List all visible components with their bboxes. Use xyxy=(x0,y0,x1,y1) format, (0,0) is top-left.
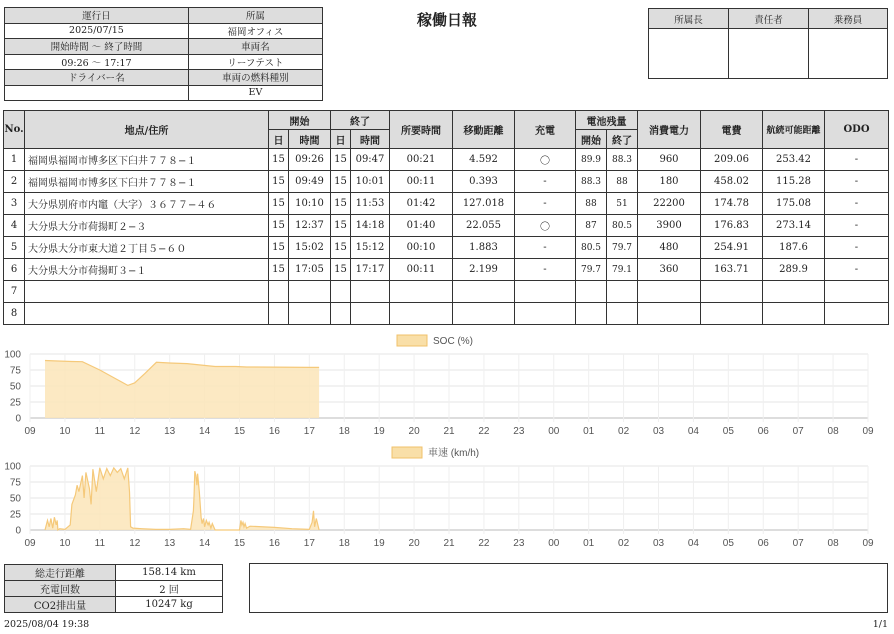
trip-table xyxy=(3,110,889,325)
row-battery-start: 80.5 xyxy=(576,237,607,259)
x-tick-label: 01 xyxy=(583,538,595,549)
driver-value xyxy=(5,85,189,101)
row-odo: - xyxy=(825,215,889,237)
row-odo xyxy=(825,281,889,303)
y-tick-label: 25 xyxy=(9,509,21,521)
x-tick-label: 09 xyxy=(24,426,36,437)
col-battery-end: 終了 xyxy=(607,130,638,149)
row-address: 大分県別府市内竈（大字）３６７７−４６ xyxy=(25,193,269,215)
row-charge: 〇 xyxy=(515,215,576,237)
row-end-day: 15 xyxy=(331,237,351,259)
row-power: 360 xyxy=(638,259,701,281)
x-tick-label: 03 xyxy=(652,538,665,549)
y-tick-label: 50 xyxy=(9,493,21,505)
row-start-day: 15 xyxy=(269,171,289,193)
row-battery-end xyxy=(607,281,638,303)
row-duration: 00:11 xyxy=(390,171,453,193)
row-odo: - xyxy=(825,149,889,171)
row-power: 22200 xyxy=(638,193,701,215)
x-tick-label: 07 xyxy=(792,426,804,437)
y-tick-label: 0 xyxy=(15,413,21,425)
row-range: 273.14 xyxy=(763,215,825,237)
y-tick-label: 100 xyxy=(4,349,21,361)
row-distance: 127.018 xyxy=(453,193,515,215)
x-tick-label: 22 xyxy=(478,426,490,437)
approval-header-crew: 乗務員 xyxy=(809,9,888,29)
row-address: 大分県大分市荷揚町２−３ xyxy=(25,215,269,237)
y-tick-label: 100 xyxy=(4,461,21,473)
page-number: 1/1 xyxy=(872,619,888,630)
table-row xyxy=(4,259,889,281)
row-address xyxy=(25,281,269,303)
col-start-day: 日 xyxy=(269,130,289,149)
row-duration: 00:11 xyxy=(390,259,453,281)
row-charge: 〇 xyxy=(515,149,576,171)
x-tick-label: 09 xyxy=(862,538,874,549)
row-battery-end: 79.7 xyxy=(607,237,638,259)
row-address xyxy=(25,303,269,325)
x-tick-label: 20 xyxy=(408,426,420,437)
row-efficiency: 458.02 xyxy=(701,171,763,193)
x-tick-label: 17 xyxy=(303,538,315,549)
x-tick-label: 02 xyxy=(618,538,630,549)
row-efficiency: 163.71 xyxy=(701,259,763,281)
x-tick-label: 10 xyxy=(59,538,71,549)
table-row xyxy=(4,171,889,193)
row-start-time: 17:05 xyxy=(289,259,331,281)
table-row xyxy=(4,215,889,237)
x-tick-label: 06 xyxy=(757,426,769,437)
x-tick-label: 18 xyxy=(338,426,350,437)
row-distance: 1.883 xyxy=(453,237,515,259)
approval-stamp-manager[interactable] xyxy=(649,29,729,79)
x-tick-label: 23 xyxy=(513,538,525,549)
row-battery-end: 80.5 xyxy=(607,215,638,237)
office-label: 所属 xyxy=(188,8,322,24)
col-end: 終了 xyxy=(331,111,390,130)
row-start-time: 09:26 xyxy=(289,149,331,171)
row-range: 289.9 xyxy=(763,259,825,281)
row-battery-start: 88 xyxy=(576,193,607,215)
row-no: 6 xyxy=(4,259,25,281)
row-end-time xyxy=(351,303,390,325)
x-tick-label: 16 xyxy=(268,426,280,437)
table-row xyxy=(4,281,889,303)
table-row xyxy=(4,193,889,215)
col-end-time: 時間 xyxy=(351,130,390,149)
x-tick-label: 09 xyxy=(24,538,36,549)
row-duration xyxy=(390,281,453,303)
row-odo: - xyxy=(825,237,889,259)
x-tick-label: 05 xyxy=(722,426,734,437)
x-tick-label: 12 xyxy=(129,538,141,549)
row-battery-start: 89.9 xyxy=(576,149,607,171)
row-address: 大分県大分市荷揚町３−１ xyxy=(25,259,269,281)
approval-stamp-responsible[interactable] xyxy=(729,29,809,79)
speed-gridlines xyxy=(30,466,868,534)
row-end-day xyxy=(331,303,351,325)
table-row xyxy=(4,303,889,325)
row-battery-start xyxy=(576,303,607,325)
x-tick-label: 17 xyxy=(303,426,315,437)
row-charge xyxy=(515,303,576,325)
row-power: 180 xyxy=(638,171,701,193)
row-duration: 01:40 xyxy=(390,215,453,237)
row-end-day: 15 xyxy=(331,171,351,193)
row-start-day: 15 xyxy=(269,259,289,281)
x-tick-label: 13 xyxy=(164,426,176,437)
x-tick-label: 13 xyxy=(164,538,176,549)
row-efficiency: 209.06 xyxy=(701,149,763,171)
row-address: 大分県大分市東大道２丁目５−６０ xyxy=(25,237,269,259)
printed-at: 2025/08/04 19:38 xyxy=(4,619,90,630)
x-tick-label: 03 xyxy=(652,426,665,437)
y-tick-label: 75 xyxy=(9,477,21,489)
y-tick-label: 0 xyxy=(15,525,21,537)
row-charge xyxy=(515,281,576,303)
row-range: 187.6 xyxy=(763,237,825,259)
table-row xyxy=(4,237,889,259)
col-range: 航続可能距離 xyxy=(763,111,825,149)
row-address: 福岡県福岡市博多区下臼井７７８−１ xyxy=(25,149,269,171)
fuel-value: EV xyxy=(188,85,322,101)
row-start-day xyxy=(269,281,289,303)
row-address: 福岡県福岡市博多区下臼井７７８−１ xyxy=(25,171,269,193)
soc-legend-label: SOC (%) xyxy=(433,336,473,347)
row-end-day: 15 xyxy=(331,193,351,215)
summary-co2-value: 10247 kg xyxy=(116,597,223,613)
soc-legend-swatch xyxy=(397,335,427,346)
row-battery-end: 88 xyxy=(607,171,638,193)
speed-chart xyxy=(0,442,894,554)
soc-y-ticks xyxy=(4,350,21,425)
row-start-day: 15 xyxy=(269,193,289,215)
row-odo: - xyxy=(825,171,889,193)
row-power: 960 xyxy=(638,149,701,171)
x-tick-label: 19 xyxy=(373,426,385,437)
speed-legend-swatch xyxy=(392,447,422,458)
row-no: 4 xyxy=(4,215,25,237)
x-tick-label: 08 xyxy=(827,538,839,549)
summary-distance-value: 158.14 km xyxy=(116,565,223,581)
x-tick-label: 21 xyxy=(443,426,455,437)
x-tick-label: 14 xyxy=(199,426,211,437)
y-tick-label: 75 xyxy=(9,365,21,377)
row-end-time: 10:01 xyxy=(351,171,390,193)
x-tick-label: 20 xyxy=(408,538,420,549)
row-end-time: 14:18 xyxy=(351,215,390,237)
row-end-day xyxy=(331,281,351,303)
x-tick-label: 12 xyxy=(129,426,141,437)
x-tick-label: 19 xyxy=(373,538,385,549)
x-tick-label: 04 xyxy=(687,538,699,549)
row-end-time xyxy=(351,281,390,303)
row-range: 253.42 xyxy=(763,149,825,171)
row-charge: - xyxy=(515,237,576,259)
x-tick-label: 11 xyxy=(94,538,106,549)
row-distance xyxy=(453,281,515,303)
operation-date-value: 2025/07/15 xyxy=(5,23,189,39)
x-tick-label: 01 xyxy=(583,426,595,437)
x-tick-label: 15 xyxy=(233,538,246,549)
row-no: 1 xyxy=(4,149,25,171)
table-row xyxy=(4,149,889,171)
row-no: 3 xyxy=(4,193,25,215)
row-start-day: 15 xyxy=(269,149,289,171)
row-charge: - xyxy=(515,259,576,281)
row-end-time: 15:12 xyxy=(351,237,390,259)
row-charge: - xyxy=(515,171,576,193)
row-start-time xyxy=(289,281,331,303)
row-power xyxy=(638,281,701,303)
x-tick-label: 22 xyxy=(478,538,490,549)
row-no: 7 xyxy=(4,281,25,303)
row-power: 3900 xyxy=(638,215,701,237)
row-range: 175.08 xyxy=(763,193,825,215)
x-tick-label: 14 xyxy=(199,538,211,549)
row-power: 480 xyxy=(638,237,701,259)
row-distance xyxy=(453,303,515,325)
x-tick-label: 04 xyxy=(687,426,699,437)
fuel-label: 車両の燃料種別 xyxy=(188,70,322,86)
row-efficiency xyxy=(701,303,763,325)
x-tick-label: 07 xyxy=(792,538,804,549)
row-range xyxy=(763,281,825,303)
col-duration: 所要時間 xyxy=(390,111,453,149)
row-start-time: 10:10 xyxy=(289,193,331,215)
time-value: 09:26 ～ 17:17 xyxy=(5,54,189,70)
x-tick-label: 16 xyxy=(268,538,280,549)
x-tick-label: 00 xyxy=(548,426,560,437)
x-tick-label: 21 xyxy=(443,538,455,549)
row-battery-start: 88.3 xyxy=(576,171,607,193)
y-tick-label: 25 xyxy=(9,397,21,409)
approval-table xyxy=(648,8,888,79)
row-battery-end: 51 xyxy=(607,193,638,215)
row-efficiency: 176.83 xyxy=(701,215,763,237)
x-tick-label: 23 xyxy=(513,426,525,437)
col-start-time: 時間 xyxy=(289,130,331,149)
row-end-day: 15 xyxy=(331,215,351,237)
col-power: 消費電力 xyxy=(638,111,701,149)
row-range: 115.28 xyxy=(763,171,825,193)
col-distance: 移動距離 xyxy=(453,111,515,149)
summary-charge-count-label: 充電回数 xyxy=(5,581,116,597)
x-tick-label: 18 xyxy=(338,538,350,549)
row-battery-end: 79.1 xyxy=(607,259,638,281)
x-tick-label: 09 xyxy=(862,426,874,437)
row-start-day: 15 xyxy=(269,215,289,237)
time-label: 開始時間 ～ 終了時間 xyxy=(5,39,189,55)
vehicle-label: 車両名 xyxy=(188,39,322,55)
page-title: 稼働日報 xyxy=(416,11,477,29)
summary-distance-label: 総走行距離 xyxy=(5,565,116,581)
operation-date-label: 運行日 xyxy=(5,8,189,24)
driver-label: ドライバー名 xyxy=(5,70,189,86)
row-battery-end xyxy=(607,303,638,325)
row-battery-start: 79.7 xyxy=(576,259,607,281)
row-efficiency: 254.91 xyxy=(701,237,763,259)
row-duration: 01:42 xyxy=(390,193,453,215)
x-tick-label: 11 xyxy=(94,426,106,437)
row-end-day: 15 xyxy=(331,259,351,281)
notes-box[interactable] xyxy=(249,563,888,613)
row-battery-end: 88.3 xyxy=(607,149,638,171)
row-distance: 2.199 xyxy=(453,259,515,281)
row-start-day: 15 xyxy=(269,237,289,259)
summary-charge-count-value: 2 回 xyxy=(116,581,223,597)
row-end-time: 09:47 xyxy=(351,149,390,171)
x-tick-label: 05 xyxy=(722,538,734,549)
row-end-time: 11:53 xyxy=(351,193,390,215)
row-start-day xyxy=(269,303,289,325)
row-odo: - xyxy=(825,193,889,215)
approval-stamp-crew[interactable] xyxy=(809,29,888,79)
soc-x-ticks xyxy=(24,426,874,437)
row-efficiency xyxy=(701,281,763,303)
row-odo xyxy=(825,303,889,325)
vehicle-value: リーフテスト xyxy=(188,54,322,70)
row-duration xyxy=(390,303,453,325)
speed-x-ticks xyxy=(24,538,874,549)
approval-header-responsible: 責任者 xyxy=(729,9,809,29)
row-distance: 4.592 xyxy=(453,149,515,171)
x-tick-label: 06 xyxy=(757,538,769,549)
row-battery-start: 87 xyxy=(576,215,607,237)
col-start: 開始 xyxy=(269,111,331,130)
row-duration: 00:10 xyxy=(390,237,453,259)
soc-area xyxy=(45,361,319,419)
x-tick-label: 00 xyxy=(548,538,560,549)
row-no: 2 xyxy=(4,171,25,193)
col-location: 地点/住所 xyxy=(25,111,269,149)
row-no: 5 xyxy=(4,237,25,259)
col-end-day: 日 xyxy=(331,130,351,149)
col-efficiency: 電費 xyxy=(701,111,763,149)
row-start-time: 15:02 xyxy=(289,237,331,259)
row-end-day: 15 xyxy=(331,149,351,171)
row-distance: 0.393 xyxy=(453,171,515,193)
col-odo: ODO xyxy=(825,111,889,149)
summary-co2-label: CO2排出量 xyxy=(5,597,116,613)
speed-y-ticks xyxy=(4,462,21,537)
row-start-time xyxy=(289,303,331,325)
col-no: No. xyxy=(4,111,25,149)
x-tick-label: 02 xyxy=(618,426,630,437)
row-battery-start xyxy=(576,281,607,303)
summary-table xyxy=(4,564,223,613)
row-start-time: 09:49 xyxy=(289,171,331,193)
office-value: 福岡オフィス xyxy=(188,23,322,39)
row-distance: 22.055 xyxy=(453,215,515,237)
soc-chart xyxy=(0,330,894,442)
x-tick-label: 08 xyxy=(827,426,839,437)
speed-legend-label: 車速 (km/h) xyxy=(428,448,480,459)
x-tick-label: 15 xyxy=(233,426,246,437)
row-end-time: 17:17 xyxy=(351,259,390,281)
row-odo: - xyxy=(825,259,889,281)
row-no: 8 xyxy=(4,303,25,325)
col-battery: 電池残量 xyxy=(576,111,638,130)
approval-header-manager: 所属長 xyxy=(649,9,729,29)
row-efficiency: 174.78 xyxy=(701,193,763,215)
row-power xyxy=(638,303,701,325)
row-start-time: 12:37 xyxy=(289,215,331,237)
y-tick-label: 50 xyxy=(9,381,21,393)
row-range xyxy=(763,303,825,325)
col-battery-start: 開始 xyxy=(576,130,607,149)
row-duration: 00:21 xyxy=(390,149,453,171)
x-tick-label: 10 xyxy=(59,426,71,437)
row-charge: - xyxy=(515,193,576,215)
col-charge: 充電 xyxy=(515,111,576,149)
